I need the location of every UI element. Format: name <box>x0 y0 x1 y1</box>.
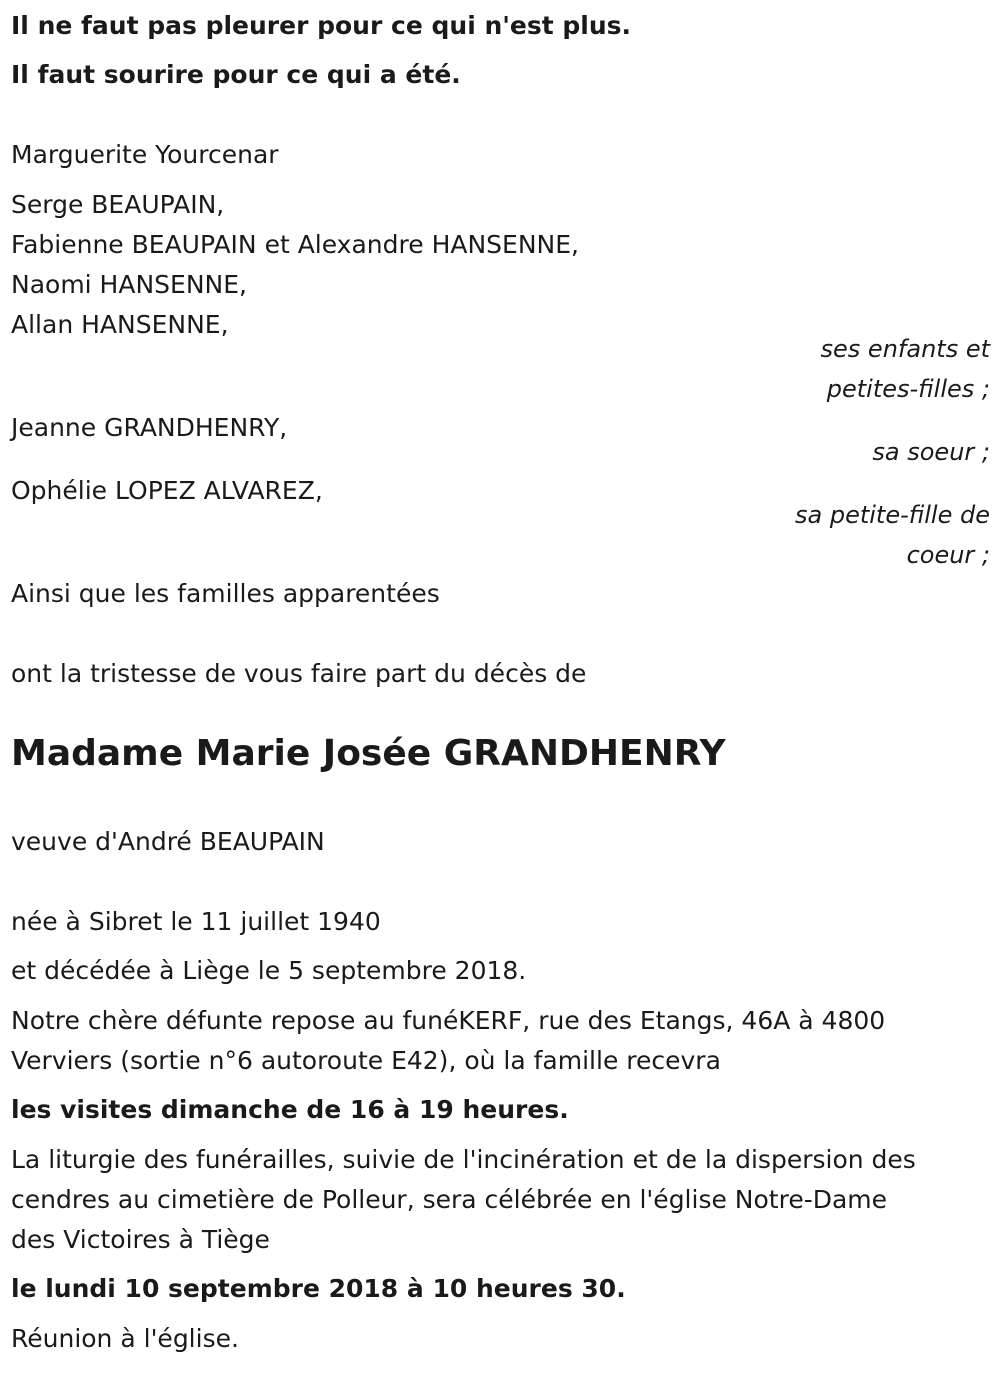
visits-line: les visites dimanche de 16 à 19 heures. <box>11 1095 569 1124</box>
widow-line: veuve d'André BEAUPAIN <box>11 827 325 856</box>
liturgy-line-3: des Victoires à Tiège <box>11 1225 270 1254</box>
funeral-date-line: le lundi 10 septembre 2018 à 10 heures 30. <box>11 1274 626 1303</box>
grandchild-role-1: sa petite-fille de <box>795 501 990 529</box>
relatives-line: Ainsi que les familles apparentées <box>11 579 440 608</box>
sister-role: sa soeur ; <box>872 438 990 466</box>
rest-line-1: Notre chère défunte repose au funéKERF, rue des Etangs, 46A à 4800 <box>11 1006 886 1035</box>
rest-line-2: Verviers (sortie n°6 autoroute E42), où la famille recevra <box>11 1046 721 1075</box>
quote-author: Marguerite Yourcenar <box>11 140 279 169</box>
children-role-2: petites-filles ; <box>826 375 990 403</box>
born-line: née à Sibret le 11 juillet 1940 <box>11 907 381 936</box>
quote-line-2: Il faut sourire pour ce qui a été. <box>11 60 461 89</box>
announcement-line: ont la tristesse de vous faire part du décès de <box>11 659 587 688</box>
quote-line-1: Il ne faut pas pleurer pour ce qui n'est plus. <box>11 11 632 40</box>
family-child-4: Allan HANSENNE, <box>11 310 229 339</box>
deceased-name: Madame Marie Josée GRANDHENRY <box>11 733 726 774</box>
family-child-3: Naomi HANSENNE, <box>11 270 247 299</box>
family-child-2: Fabienne BEAUPAIN et Alexandre HANSENNE, <box>11 230 579 259</box>
meeting-line: Réunion à l'église. <box>11 1324 239 1353</box>
grandchild-role-2: coeur ; <box>906 541 990 569</box>
sister-name: Jeanne GRANDHENRY, <box>11 413 288 442</box>
children-role-1: ses enfants et <box>820 335 990 363</box>
died-line: et décédée à Liège le 5 septembre 2018. <box>11 956 527 985</box>
grandchild-name: Ophélie LOPEZ ALVAREZ, <box>11 476 323 505</box>
liturgy-line-2: cendres au cimetière de Polleur, sera célébrée en l'église Notre-Dame <box>11 1185 888 1214</box>
family-child-1: Serge BEAUPAIN, <box>11 190 225 219</box>
liturgy-line-1: La liturgie des funérailles, suivie de l'incinération et de la dispersion des <box>11 1145 916 1174</box>
